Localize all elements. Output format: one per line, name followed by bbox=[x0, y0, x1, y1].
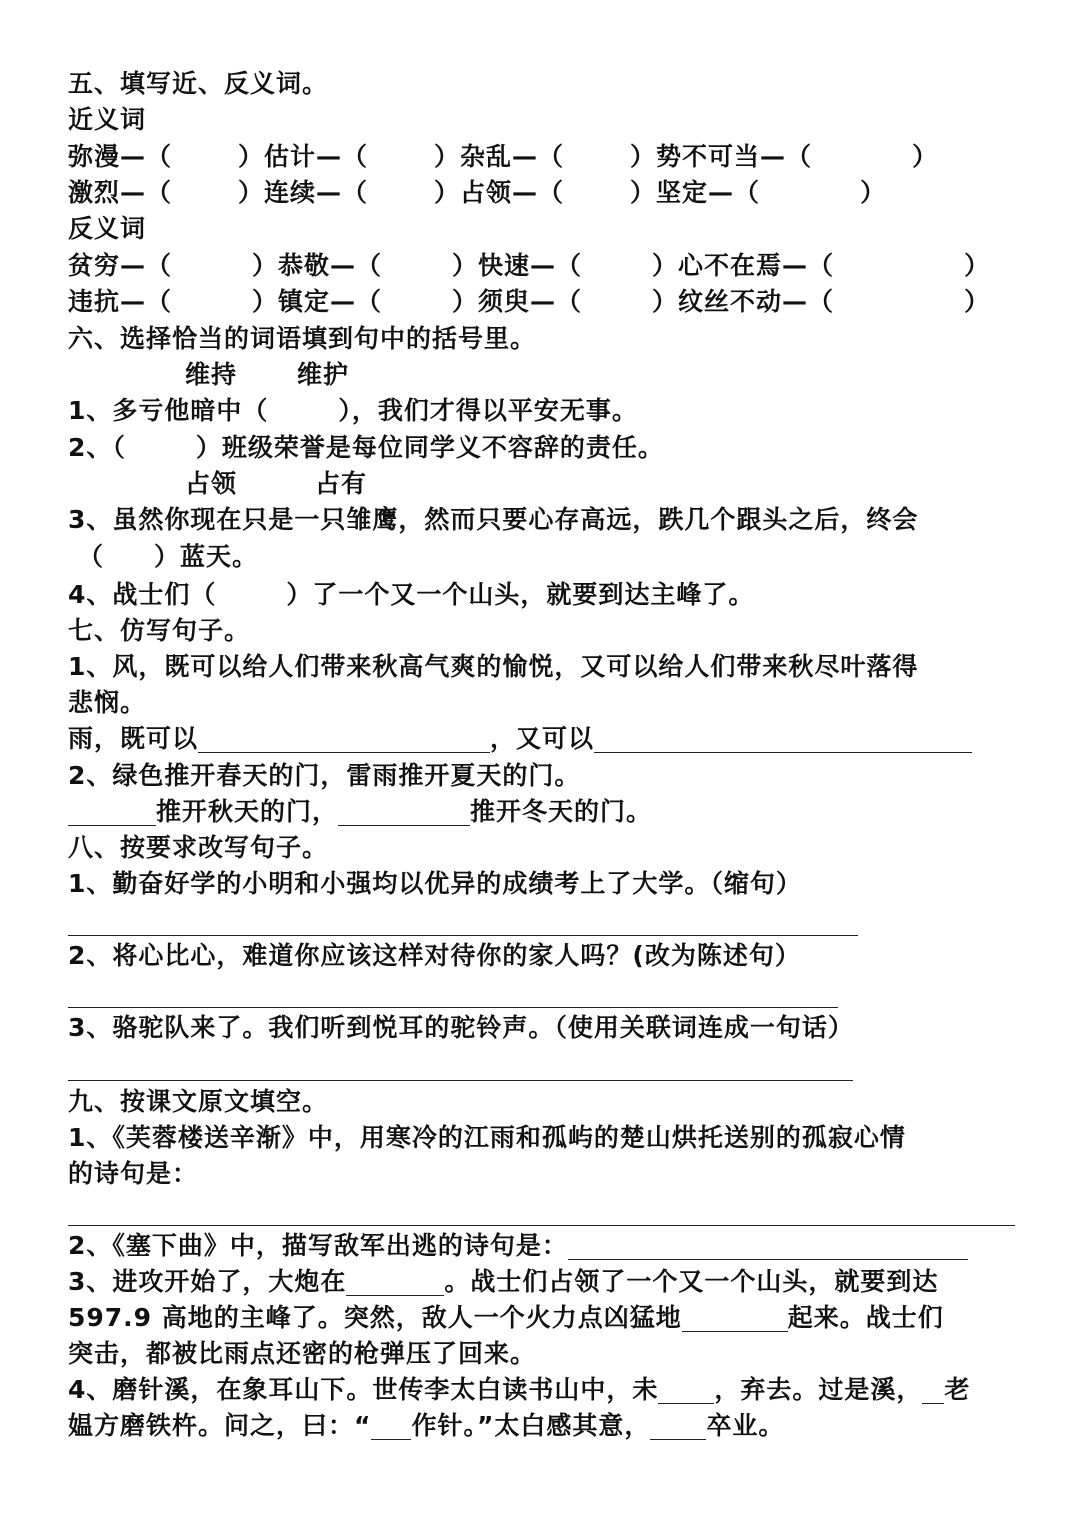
answer-line[interactable] bbox=[68, 1225, 1015, 1226]
text: ，又可以 bbox=[490, 724, 595, 753]
text: ）了一个又一个山头，就要到达主峰了。 bbox=[286, 580, 755, 609]
s9-q4-line2 bbox=[68, 1408, 784, 1444]
text: 媪方磨铁杵。问之，曰：“ bbox=[68, 1411, 372, 1440]
answer-blank[interactable] bbox=[198, 726, 490, 753]
answer-line[interactable] bbox=[68, 1007, 838, 1008]
cell: ）须臾—（ bbox=[452, 287, 583, 316]
synonym-row-2 bbox=[68, 175, 886, 211]
section-9-title: 九、按课文原文填空。 bbox=[68, 1087, 329, 1116]
cell: ） bbox=[912, 142, 939, 171]
s9-q3-line1 bbox=[68, 1264, 938, 1300]
cell: 贫穷—（ bbox=[68, 251, 173, 280]
s7-q1-line1: 1、风，既可以给人们带来秋高气爽的愉悦，又可以给人们带来秋尽叶落得 bbox=[68, 652, 919, 681]
text: 老 bbox=[944, 1375, 971, 1404]
cell: ）估计—（ bbox=[238, 142, 369, 171]
s8-q3: 3、骆驼队来了。我们听到悦耳的驼铃声。（使用关联词连成一句话） bbox=[68, 1013, 854, 1042]
s6-q4 bbox=[68, 577, 754, 613]
word-option: 占有 bbox=[315, 469, 368, 498]
section-5-title: 五、填写近、反义词。 bbox=[68, 69, 329, 98]
cell: ）连续—（ bbox=[238, 178, 369, 207]
text: 1、多亏他暗中（ bbox=[68, 396, 269, 425]
cell: ）势不可当—（ bbox=[630, 142, 813, 171]
section-6-title: 六、选择恰当的词语填到句中的括号里。 bbox=[68, 324, 537, 353]
answer-blank[interactable] bbox=[594, 726, 972, 753]
cell: ）杂乱—（ bbox=[434, 142, 565, 171]
text: 2、（ bbox=[68, 433, 126, 462]
text: ），我们才得以平安无事。 bbox=[338, 396, 638, 425]
text: 4、战士们（ bbox=[68, 580, 217, 609]
text: ）蓝天。 bbox=[154, 542, 259, 571]
text: 。战士们占领了一个又一个山头，就要到达 bbox=[444, 1267, 939, 1296]
cell: ） bbox=[964, 251, 991, 280]
antonym-row-1 bbox=[68, 248, 990, 284]
s7-q2-line1: 2、绿色推开春天的门，雷雨推开夏天的门。 bbox=[68, 761, 581, 790]
word-pair-1 bbox=[185, 357, 349, 393]
cell: ）镇定—（ bbox=[252, 287, 383, 316]
cell: 弥漫—（ bbox=[68, 142, 173, 171]
word-option: 维护 bbox=[297, 360, 350, 389]
section-8-title: 八、按要求改写句子。 bbox=[68, 833, 329, 862]
text: 3、进攻开始了，大炮在 bbox=[68, 1267, 347, 1296]
s6-q3-line1: 3、虽然你现在只是一只雏鹰，然而只要心存高远，跌几个跟头之后，终会 bbox=[68, 505, 919, 534]
text: （ bbox=[78, 542, 105, 571]
answer-line[interactable] bbox=[68, 1080, 853, 1081]
s9-q2 bbox=[68, 1228, 968, 1264]
cell: ）心不在焉—（ bbox=[652, 251, 835, 280]
text: 卒业。 bbox=[706, 1411, 785, 1440]
answer-blank[interactable] bbox=[922, 1377, 944, 1404]
synonym-row-1 bbox=[68, 139, 938, 175]
answer-line[interactable] bbox=[68, 935, 858, 936]
s7-q2-imitation bbox=[68, 794, 652, 830]
word-pair-2 bbox=[185, 466, 367, 502]
section-7-title: 七、仿写句子。 bbox=[68, 616, 251, 645]
cell: ）坚定—（ bbox=[630, 178, 761, 207]
text: 推开冬天的门。 bbox=[470, 797, 653, 826]
answer-blank[interactable] bbox=[568, 1233, 968, 1260]
cell: 激烈—（ bbox=[68, 178, 173, 207]
cell: ） bbox=[860, 178, 887, 207]
answer-blank[interactable] bbox=[650, 1413, 706, 1440]
synonym-label: 近义词 bbox=[68, 105, 147, 134]
text: 推开秋天的门， bbox=[156, 797, 339, 826]
text: 作针。”太白感其意， bbox=[411, 1411, 651, 1440]
antonym-label: 反义词 bbox=[68, 214, 147, 243]
text: ）班级荣誉是每位同学义不容辞的责任。 bbox=[195, 433, 664, 462]
word-option: 占领 bbox=[185, 469, 238, 498]
cell: ）恭敬—（ bbox=[252, 251, 383, 280]
text: 4、磨针溪，在象耳山下。世传李太白读书山中，未 bbox=[68, 1375, 659, 1404]
answer-blank[interactable] bbox=[338, 799, 470, 826]
s8-q1: 1、勤奋好学的小明和小强均以优异的成绩考上了大学。（缩句） bbox=[68, 869, 802, 898]
s7-q1-imitation bbox=[68, 721, 972, 757]
text: 597.9 高地的主峰了。突然，敌人一个火力点凶猛地 bbox=[68, 1303, 682, 1332]
antonym-row-2 bbox=[68, 284, 990, 320]
answer-blank[interactable] bbox=[658, 1377, 714, 1404]
cell: ） bbox=[964, 287, 991, 316]
s9-q3-line2 bbox=[68, 1300, 944, 1336]
s7-q1-line2: 悲悯。 bbox=[68, 688, 147, 717]
s8-q2: 2、将心比心，难道你应该这样对待你的家人吗？(改为陈述句） bbox=[68, 941, 801, 970]
s9-q3-line3: 突击，都被比雨点还密的枪弹压了回来。 bbox=[68, 1339, 537, 1368]
answer-blank[interactable] bbox=[682, 1305, 788, 1332]
text: 雨，既可以 bbox=[68, 724, 199, 753]
s6-q3-line2 bbox=[78, 539, 258, 575]
s9-q4-line1 bbox=[68, 1372, 970, 1408]
cell: 违抗—（ bbox=[68, 287, 173, 316]
text: ，弃去。过是溪， bbox=[714, 1375, 923, 1404]
word-option: 维持 bbox=[185, 360, 238, 389]
cell: ）快速—（ bbox=[452, 251, 583, 280]
answer-blank[interactable] bbox=[68, 799, 156, 826]
text: 2、《塞下曲》中，描写敌军出逃的诗句是： bbox=[68, 1231, 568, 1260]
text: 起来。战士们 bbox=[787, 1303, 944, 1332]
s6-q2 bbox=[68, 430, 664, 466]
cell: ）占领—（ bbox=[434, 178, 565, 207]
s9-q1-line1: 1、《芙蓉楼送辛渐》中，用寒冷的江雨和孤屿的楚山烘托送别的孤寂心情 bbox=[68, 1123, 906, 1152]
answer-blank[interactable] bbox=[371, 1413, 411, 1440]
cell: ）纹丝不动—（ bbox=[652, 287, 835, 316]
s6-q1 bbox=[68, 393, 638, 429]
s9-q1-line2: 的诗句是： bbox=[68, 1159, 199, 1188]
answer-blank[interactable] bbox=[346, 1269, 444, 1296]
